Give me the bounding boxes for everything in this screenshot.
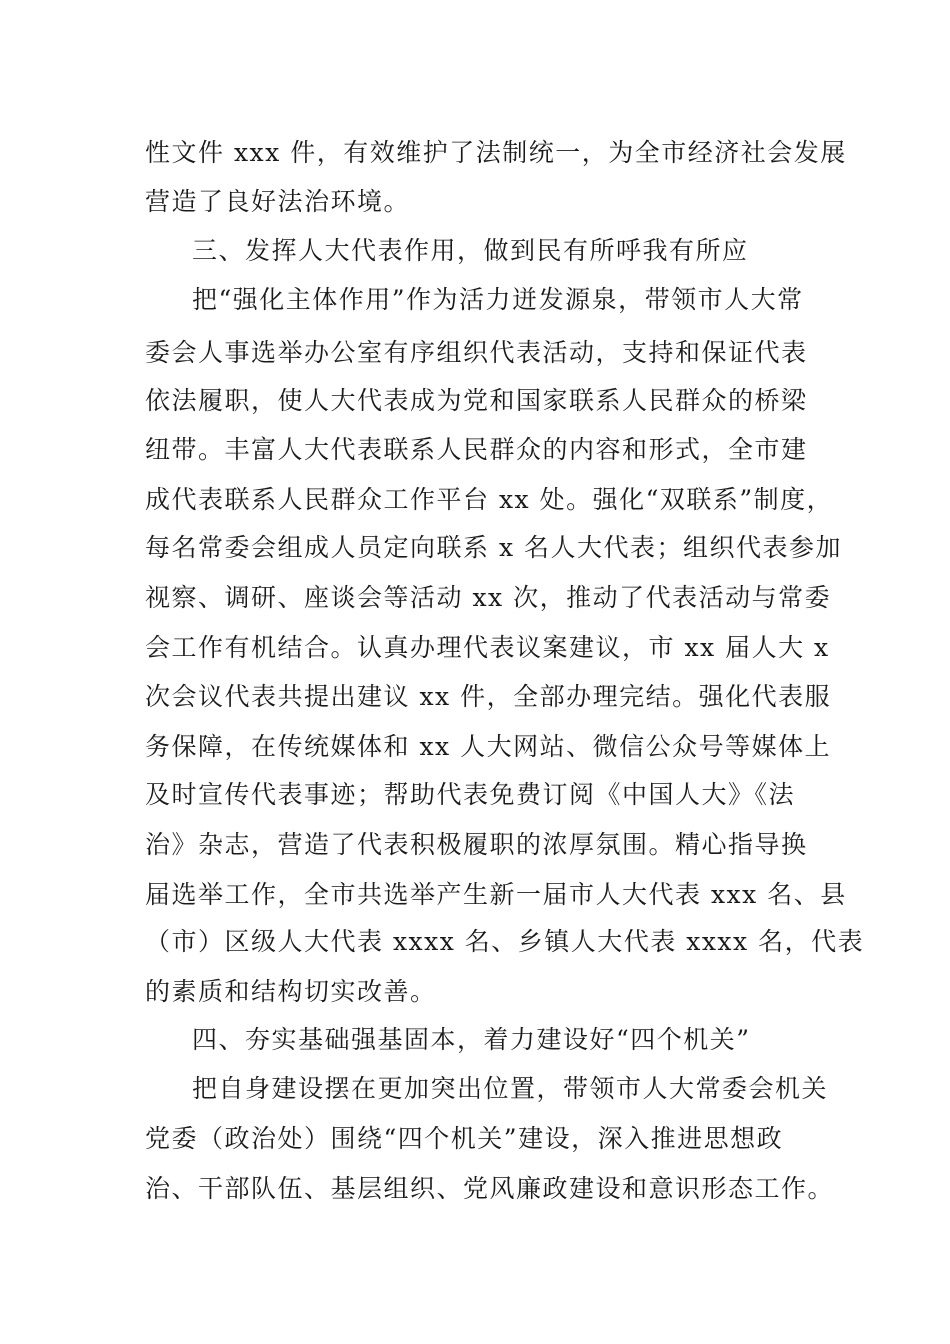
section-heading-4: 四、夯实基础强基固本，着力建设好“四个机关” — [192, 1025, 751, 1054]
body-line: 营造了良好法治环境。 — [145, 187, 411, 216]
section-heading-3: 三、发挥人大代表作用，做到民有所呼我有所应 — [192, 236, 749, 265]
body-line: 委会人事选举办公室有序组织代表活动，支持和保证代表 — [145, 338, 808, 367]
body-line: 的素质和结构切实改善。 — [145, 977, 437, 1006]
body-line: 党委（政治处）围绕“四个机关”建设，深入推进思想政 — [145, 1124, 784, 1153]
body-line: 治、干部队伍、基层组织、党风廉政建设和意识形态工作。 — [145, 1174, 835, 1203]
body-line: 成代表联系人民群众工作平台 xx 处。强化“双联系”制度， — [145, 485, 834, 514]
body-line: （市）区级人大代表 xxxx 名、乡镇人大代表 xxxx 名，代表 — [145, 927, 865, 956]
body-line: 纽带。丰富人大代表联系人民群众的内容和形式，全市建 — [145, 435, 808, 464]
body-line: 届选举工作，全市共选举产生新一届市人大代表 xxx 名、县 — [145, 880, 847, 909]
body-line: 及时宣传代表事迹；帮助代表免费订阅《中国人大》《法 — [145, 780, 796, 809]
body-line: 治》杂志，营造了代表积极履职的浓厚氛围。精心指导换 — [145, 830, 808, 859]
body-line: 依法履职，使人大代表成为党和国家联系人民群众的桥梁 — [145, 386, 808, 415]
body-line: 会工作有机结合。认真办理代表议案建议，市 xx 届人大 x — [145, 633, 830, 662]
body-line: 每名常委会组成人员定向联系 x 名人大代表；组织代表参加 — [145, 533, 842, 562]
paragraph-first-line: 把自身建设摆在更加突出位置，带领市人大常委会机关 — [192, 1074, 829, 1103]
body-line: 务保障，在传统媒体和 xx 人大网站、微信公众号等媒体上 — [145, 732, 832, 761]
body-line: 次会议代表共提出建议 xx 件，全部办理完结。强化代表服 — [145, 682, 832, 711]
body-line: 性文件 xxx 件，有效维护了法制统一，为全市经济社会发展 — [145, 138, 847, 167]
body-line: 视察、调研、座谈会等活动 xx 次，推动了代表活动与常委 — [145, 583, 832, 612]
paragraph-first-line: 把“强化主体作用”作为活力迸发源泉，带领市人大常 — [192, 285, 804, 314]
